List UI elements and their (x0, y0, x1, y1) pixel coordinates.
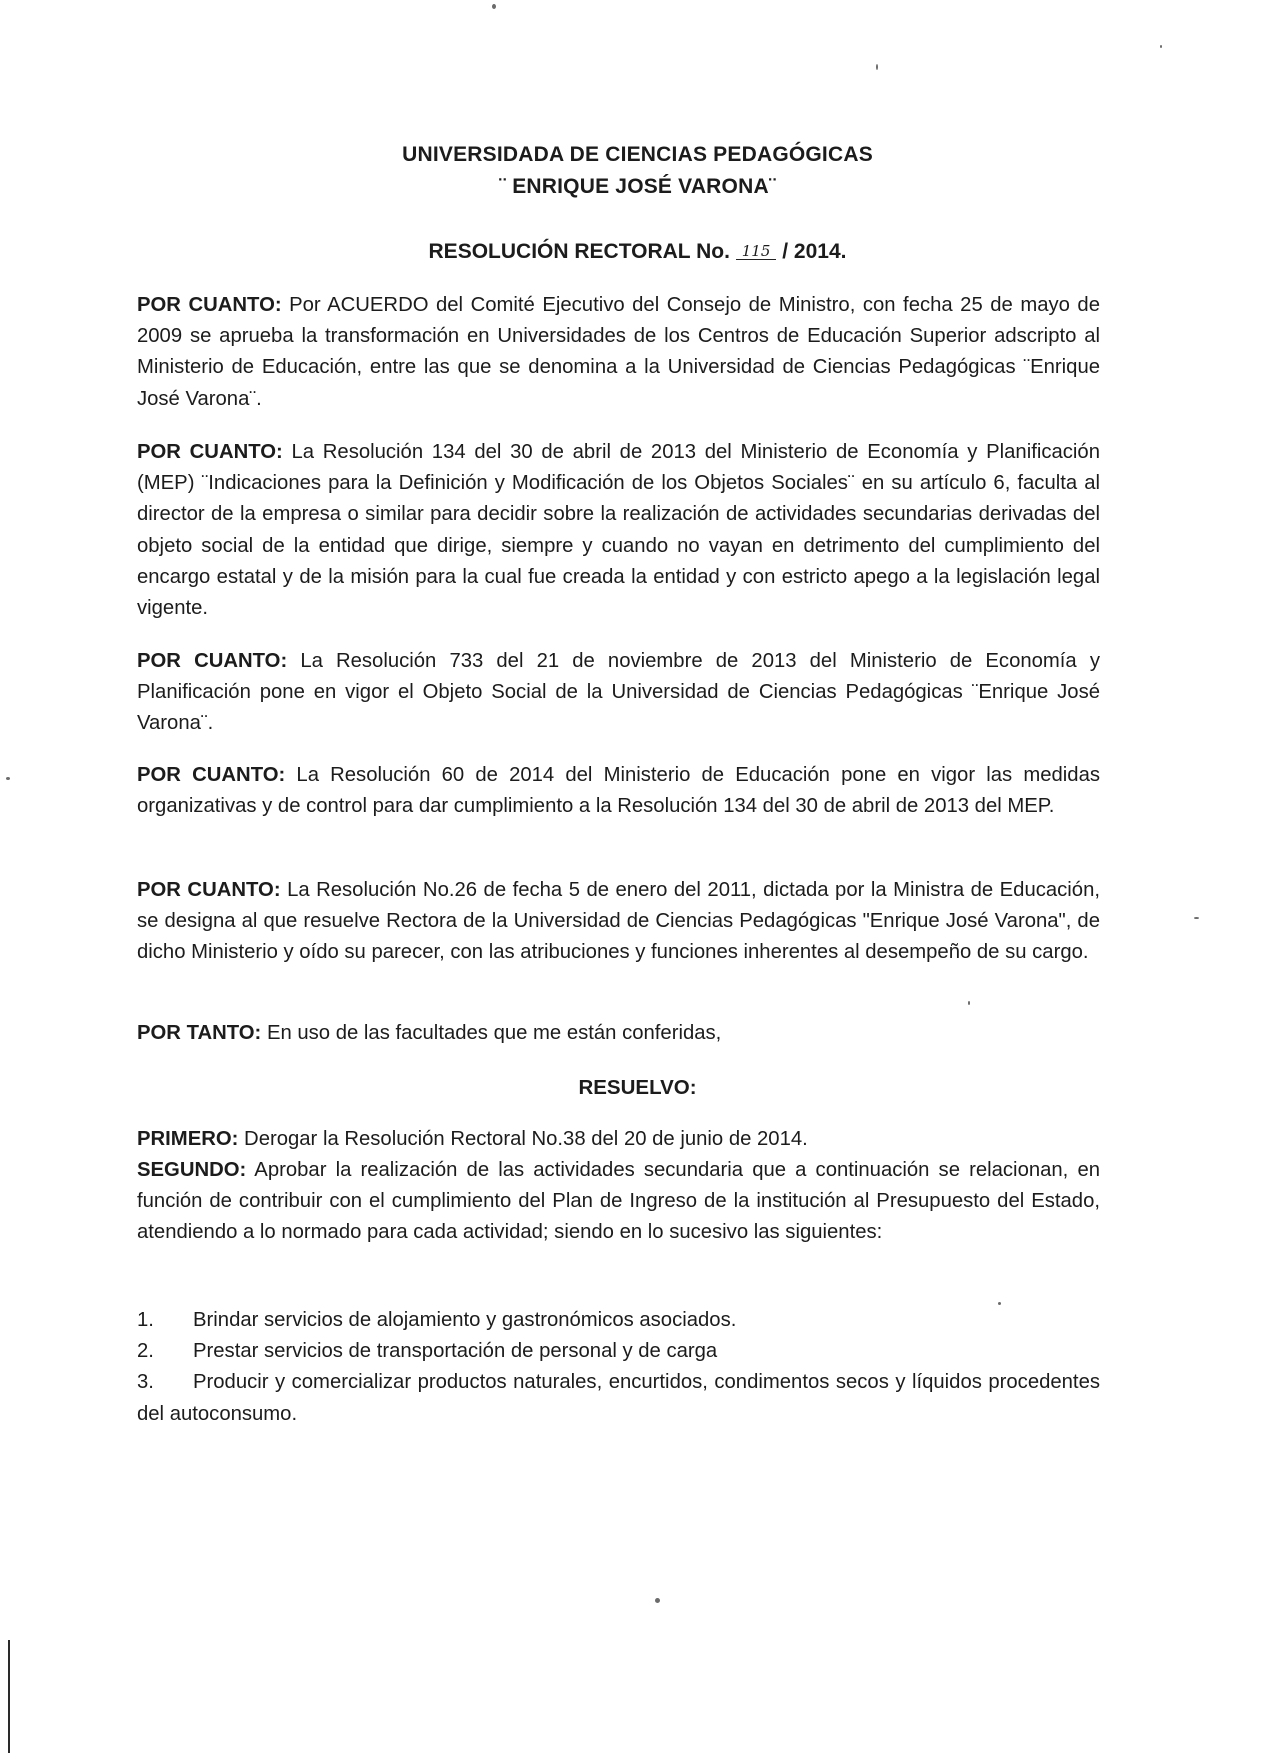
list-number: 1. (137, 1309, 154, 1331)
para-text: Por ACUERDO del Comité Ejecutivo del Consejo de Ministro, con fecha 25 de mayo de 2009 se aprueba la transformación en Universidades de los Centros de Educación Superior adscripto al Ministerio de Educación, entre las que se denomina a la Universidad de Ciencias Pedagógicas ¨Enrique José Varona¨. (137, 294, 1100, 410)
considerando-1 (137, 290, 1100, 415)
para-text: Aprobar la realización de las actividades secundaria que a continuación se relacionan, en función de contribuir con el cumplimiento del Plan de Ingreso de la institución al Presupuesto del Estado, atendiendo a lo normado para cada actividad; siendo en lo sucesivo las siguientes: (137, 1159, 1100, 1244)
considerando-3 (137, 646, 1100, 740)
considerando-4 (137, 760, 1100, 822)
institution-subtitle: ¨ ENRIQUE JOSÉ VARONA¨ (498, 175, 777, 198)
scan-speck (1194, 917, 1199, 919)
para-label: POR CUANTO: (137, 764, 286, 786)
list-text: Brindar servicios de alojamiento y gastronómicos asociados. (193, 1309, 737, 1331)
activities-list (137, 1305, 1100, 1430)
list-item (137, 1336, 1100, 1367)
title-prefix: RESOLUCIÓN RECTORAL No. (428, 240, 730, 263)
scan-speck (968, 1001, 970, 1005)
considerando-2 (137, 437, 1100, 624)
list-text: Producir y comercializar productos naturales, encurtidos, condimentos secos y líquidos procedentes del autoconsumo. (137, 1371, 1100, 1425)
scan-speck (492, 4, 496, 9)
para-text: La Resolución 134 del 30 de abril de 2013 del Ministerio de Economía y Planificación (MEP) ¨Indicaciones para la Definición y Modificación de los Objetos Sociales¨ en su artículo 6, faculta al director de la empresa o similar para decidir sobre la realización de actividades secundarias derivadas del objeto social de la entidad que dirige, siempre y cuando no vayan en detrimento del cumplimiento del encargo estatal y de la misión para la cual fue creada la entidad y con estricto apego a la legislación legal vigente. (137, 441, 1100, 620)
list-item (137, 1305, 1100, 1336)
para-text: La Resolución 733 del 21 de noviembre de 2013 del Ministerio de Economía y Planificación pone en vigor el Objeto Social de la Universidad de Ciencias Pedagógicas ¨Enrique José Varona¨. (137, 650, 1100, 735)
para-label: PRIMERO: (137, 1128, 239, 1150)
resolution-segundo (137, 1155, 1100, 1249)
para-label: POR TANTO: (137, 1022, 262, 1044)
para-text: La Resolución 60 de 2014 del Ministerio de Educación pone en vigor las medidas organizativas y de control para dar cumplimiento a la Resolución 134 del 30 de abril de 2013 del MEP. (137, 764, 1100, 818)
handwritten-number: 115 (736, 244, 777, 260)
resuelvo-heading: RESUELVO: (578, 1076, 697, 1099)
para-label: POR CUANTO: (137, 294, 282, 316)
para-label: SEGUNDO: (137, 1159, 247, 1181)
para-label: POR CUANTO: (137, 441, 283, 463)
list-text: Prestar servicios de transportación de personal y de carga (193, 1340, 718, 1363)
para-text: Derogar la Resolución Rectoral No.38 del 20 de junio de 2014. (238, 1128, 808, 1150)
para-label: POR CUANTO: (137, 650, 288, 672)
scan-speck (1160, 45, 1162, 48)
por-tanto (137, 1018, 1100, 1049)
resolution-title (0, 240, 1275, 264)
list-number: 2. (137, 1340, 154, 1363)
scan-speck (655, 1598, 660, 1603)
scan-speck (876, 64, 878, 70)
resolution-primero (137, 1124, 1100, 1155)
considerando-5 (137, 875, 1100, 969)
scan-speck (6, 777, 10, 780)
scan-border-line (8, 1640, 10, 1753)
para-label: POR CUANTO: (137, 879, 281, 901)
para-text: En uso de las facultades que me están conferidas, (261, 1022, 722, 1044)
list-item (137, 1367, 1100, 1429)
para-text: La Resolución No.26 de fecha 5 de enero del 2011, dictada por la Ministra de Educación, se designa al que resuelve Rectora de la Universidad de Ciencias Pedagógicas "Enrique José Varona", de dicho Ministerio y oído su parecer, con las atribuciones y funciones inherentes al desempeño de su cargo. (137, 879, 1100, 964)
institution-name: UNIVERSIDADA DE CIENCIAS PEDAGÓGICAS (402, 143, 873, 166)
title-suffix: / 2014. (782, 240, 847, 263)
list-number: 3. (137, 1371, 154, 1394)
